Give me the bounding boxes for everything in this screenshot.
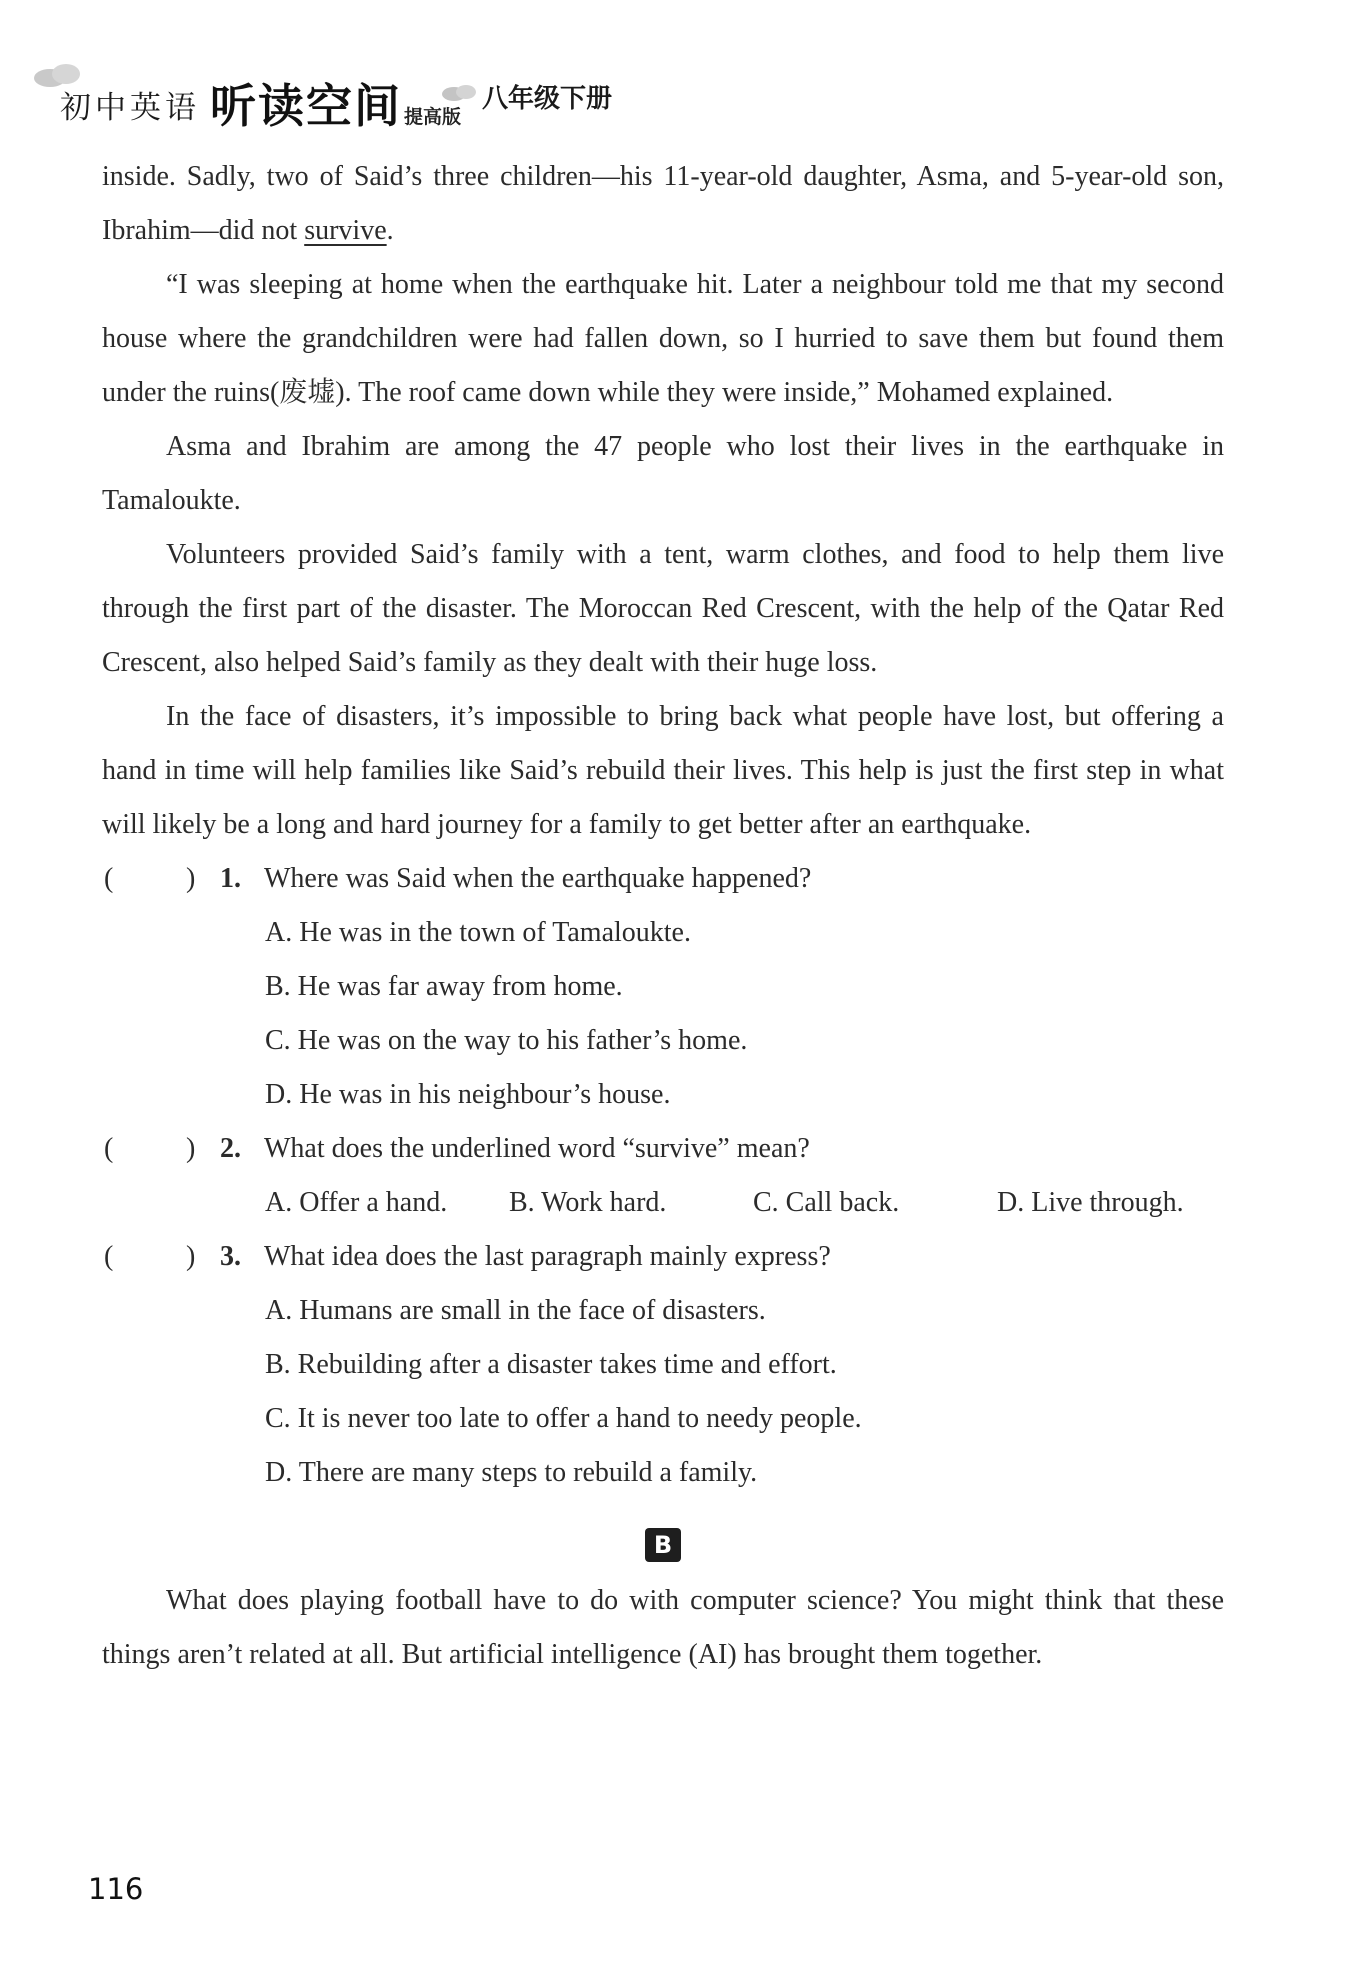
- answer-blank-close: ): [186, 863, 196, 894]
- answer-blank-open[interactable]: (: [104, 1133, 114, 1164]
- option: D. He was in his neighbour’s house.: [265, 1079, 671, 1110]
- passage-paragraph: Volunteers provided Said’s family with a tent, warm clothes, and food to help them live through the first part of the disaster. The Moroccan Red Crescent, with the help of the Qatar Red Crescent, also helped Said’s family as they dealt with their huge loss.: [102, 539, 1224, 678]
- passage-paragraph: inside. Sadly, two of Said’s three children—his 11-year-old daughter, Asma, and 5-year-old son, Ibrahim—did not survive.: [102, 161, 1224, 246]
- passage-paragraph: In the face of disasters, it’s impossible to bring back what people have lost, but offering a hand in time will help families like Said’s rebuild their lives. This help is just the first step in what will likely be a long and hard journey for a family to get better after an earthquake.: [102, 701, 1224, 840]
- brand-title: 听读空间: [210, 79, 402, 133]
- option: A. He was in the town of Tamaloukte.: [265, 917, 691, 948]
- question-number: 2.: [220, 1133, 241, 1164]
- grade-label: 八年级下册: [482, 84, 613, 114]
- question-1: [102, 852, 1224, 906]
- answer-blank-open[interactable]: (: [104, 1241, 114, 1272]
- question-2: [102, 1122, 1224, 1176]
- question-number: 3.: [220, 1241, 241, 1272]
- question-number: 1.: [220, 863, 241, 894]
- option: B. He was far away from home.: [265, 971, 623, 1002]
- edition-label: 提高版: [404, 106, 462, 128]
- option: B. Rebuilding after a disaster takes time and effort.: [265, 1349, 837, 1380]
- underlined-word: survive: [304, 215, 387, 246]
- page-number: 116: [88, 1872, 144, 1906]
- answer-blank-close: ): [186, 1133, 196, 1164]
- question-text: Where was Said when the earthquake happened?: [264, 863, 812, 894]
- answer-blank-close: ): [186, 1241, 196, 1272]
- answer-blank-open[interactable]: (: [104, 863, 114, 894]
- book-header: [32, 62, 672, 142]
- option: C. He was on the way to his father’s home.: [265, 1025, 748, 1056]
- option: A. Offer a hand.: [265, 1187, 448, 1218]
- question-text: What does the underlined word “survive” mean?: [264, 1133, 810, 1164]
- question-3: [102, 1230, 1224, 1284]
- option: D. Live through.: [997, 1187, 1184, 1218]
- option: B. Work hard.: [509, 1187, 667, 1218]
- section-b-badge: B: [645, 1528, 681, 1562]
- option: D. There are many steps to rebuild a family.: [265, 1457, 758, 1488]
- question-text: What idea does the last paragraph mainly express?: [264, 1241, 831, 1272]
- option-row: [102, 1176, 1224, 1230]
- page-content: [102, 150, 1224, 1682]
- option: A. Humans are small in the face of disasters.: [265, 1295, 766, 1326]
- passage-paragraph: “I was sleeping at home when the earthquake hit. Later a neighbour told me that my second house where the grandchildren were had fallen down, so I hurried to save them but found them under the ruins(废墟). The roof came down while they were inside,” Mohamed explained.: [102, 269, 1224, 408]
- series-prefix: 初中英语: [60, 90, 200, 126]
- cloud-small-icon: [440, 82, 480, 104]
- passage-paragraph: Asma and Ibrahim are among the 47 people who lost their lives in the earthquake in Tamaloukte.: [102, 431, 1224, 516]
- option: C. Call back.: [753, 1187, 900, 1218]
- option: C. It is never too late to offer a hand to needy people.: [265, 1403, 862, 1434]
- passage-paragraph: What does playing football have to do with computer science? You might think that these things aren’t related at all. But artificial intelligence (AI) has brought them together.: [102, 1585, 1224, 1670]
